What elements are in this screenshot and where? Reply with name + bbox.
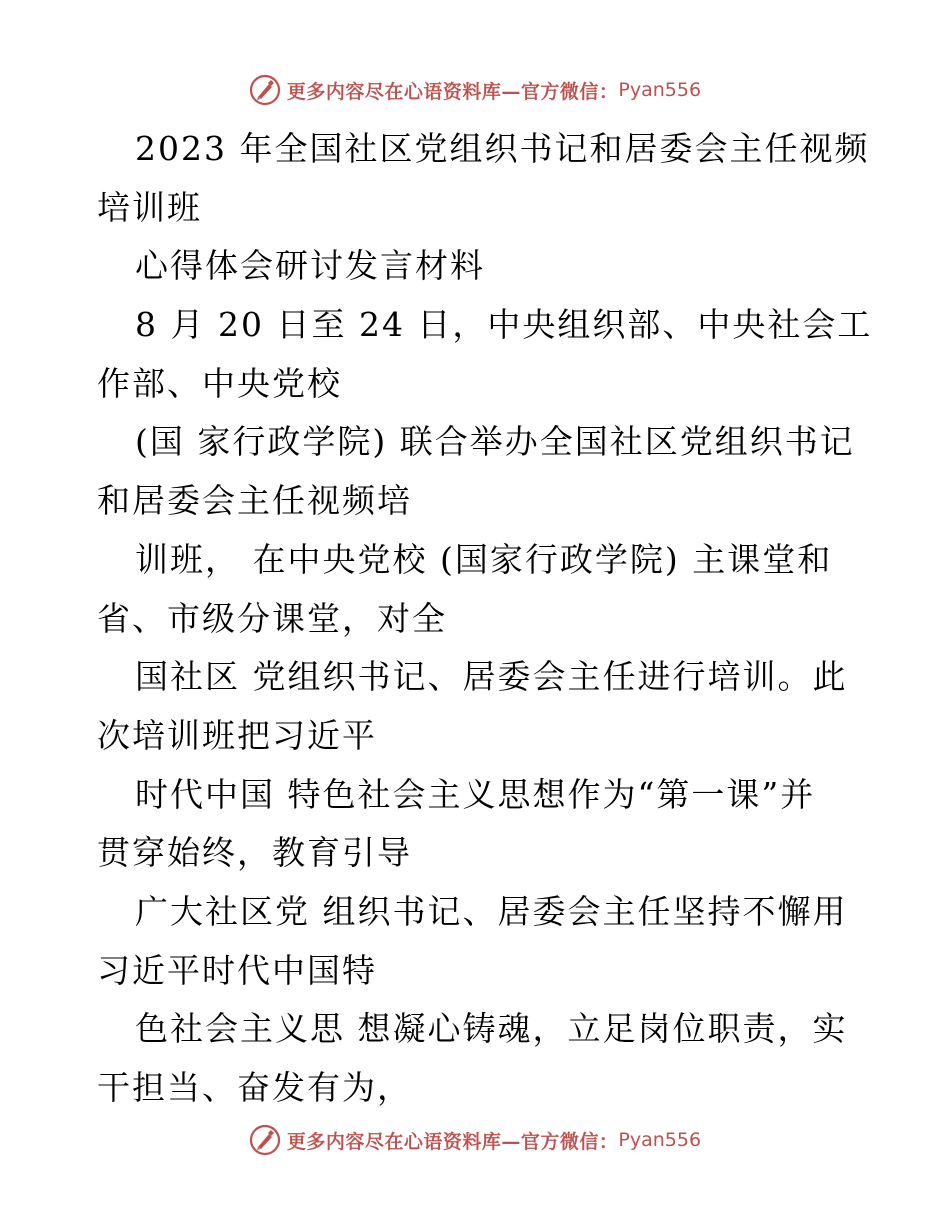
pen-logo-icon <box>249 74 281 106</box>
banner-wechat-id: Pyan556 <box>618 1129 702 1151</box>
subtitle-line: 心得体会研讨发言材料 <box>135 246 485 286</box>
body-line: 广大社区党 组织书记、居委会主任坚持不懈用 <box>135 891 848 931</box>
body-line: 训班， 在中央党校 (国家行政学院) 主课堂和 <box>135 539 833 579</box>
body-line: 色社会主义思 想凝心铸魂，立足岗位职责，实 <box>135 1009 848 1049</box>
banner-text: 更多内容尽在心语资料库—官方微信： <box>286 1130 619 1153</box>
body-line: 习近平时代中国特 <box>97 950 377 990</box>
header-watermark-banner <box>0 70 950 110</box>
body-line: 国社区 党组织书记、居委会主任进行培训。此 <box>135 657 848 697</box>
title-line-1: 2023 年全国社区党组织书记和居委会主任视频 <box>135 129 870 168</box>
body-line: 省、市级分课堂，对全 <box>97 598 447 638</box>
body-line: 干担当、奋发有为， <box>97 1068 412 1107</box>
pen-logo-icon <box>249 1124 281 1156</box>
body-line: 8 月 20 日至 24 日，中央组织部、中央社会工 <box>135 305 873 345</box>
body-line: 次培训班把习近平 <box>97 715 377 755</box>
footer-watermark-banner <box>0 1120 950 1160</box>
banner-wechat-id: Pyan556 <box>618 79 702 101</box>
banner-text: 更多内容尽在心语资料库—官方微信： <box>286 80 619 103</box>
title-line-2: 培训班 <box>97 187 202 227</box>
body-line: (国 家行政学院) 联合举办全国社区党组织书记 <box>135 422 855 462</box>
body-line: 作部、中央党校 <box>97 363 342 403</box>
body-line: 贯穿始终，教育引导 <box>97 833 412 873</box>
body-line: 时代中国 特色社会主义思想作为“第一课”并 <box>135 774 816 814</box>
document-body <box>97 120 873 1118</box>
body-line: 和居委会主任视频培 <box>97 481 412 521</box>
